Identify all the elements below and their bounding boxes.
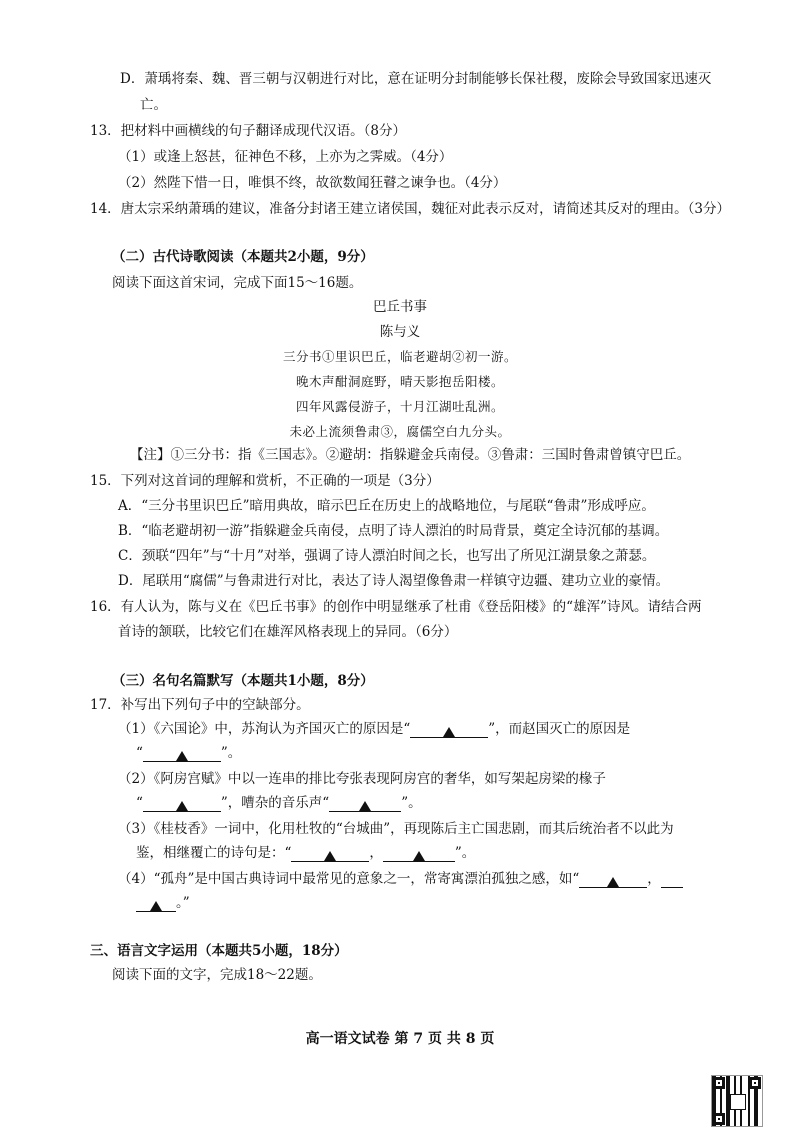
q17-p4-text-b: ，	[647, 871, 661, 887]
q17-p1-text-b: ”，而赵国灭亡的原因是	[488, 721, 631, 737]
q16-line2: 首诗的颔联，比较它们在雄浑风格表现上的异同。（6分）	[118, 624, 458, 640]
qr-center-icon	[730, 1094, 746, 1110]
part3-intro: 阅读下面的文字，完成18～22题。	[112, 967, 322, 983]
q12-option-d-line2: 亡。	[140, 97, 167, 113]
poem-line-1: 三分书①里识巴丘，临老避胡②初一游。	[282, 349, 517, 364]
answer-blank[interactable]	[579, 871, 647, 888]
triangle-icon	[359, 801, 371, 811]
triangle-icon	[443, 727, 455, 737]
page-footer: 高一语文试卷 第 7 页 共 8 页	[305, 1031, 495, 1047]
q16-line1: 16．有人认为，陈与义在《巴丘书事》的创作中明显继承了杜甫《登岳阳楼》的“雄浑”诗风。请结合两	[90, 599, 702, 615]
poem-note: 【注】①三分书：指《三国志》。②避胡：指躲避金兵南侵。③鲁肃：三国时鲁肃曾镇守巴丘。	[130, 447, 691, 463]
answer-blank[interactable]	[143, 795, 221, 812]
triangle-icon	[176, 751, 188, 761]
q17-p1-text-c: “	[136, 745, 143, 761]
triangle-icon	[324, 851, 336, 861]
qr-code-icon	[712, 1076, 762, 1126]
answer-blank[interactable]	[291, 845, 369, 862]
triangle-icon	[607, 877, 619, 887]
q12-option-d-line1: D．萧瑀将秦、魏、晋三朝与汉朝进行对比，意在证明分封制能够长保社稷，废除会导致国家迅速灭	[120, 71, 712, 87]
q15-option-c: C．颈联“四年”与“十月”对举，强调了诗人漂泊时间之长，也写出了所见江湖景象之萧瑟。	[118, 548, 656, 564]
section2-header: （二）古代诗歌阅读（本题共2小题，9分）	[112, 249, 374, 265]
q17-p3-text-d: ”。	[454, 845, 476, 861]
section3-header: （三）名句名篇默写（本题共1小题，8分）	[112, 673, 374, 689]
answer-blank[interactable]	[329, 795, 401, 812]
q17-p2-text-c: ”，嘈杂的音乐声“	[220, 795, 330, 811]
q17-p3-text-c: ，	[369, 845, 383, 861]
q17-part4-line1	[118, 870, 683, 888]
triangle-icon	[150, 901, 162, 911]
q17-p2-text-d: ”。	[401, 795, 422, 811]
q13-sentence-1: （1）或逢上怒甚，征神色不移，上亦为之霁威。（4分）	[118, 149, 453, 165]
poem-line-3: 四年风露侵游子，十月江湖吐乱洲。	[295, 399, 504, 414]
q13-stem: 13．把材料中画横线的句子翻译成现代汉语。（8分）	[90, 123, 407, 139]
qr-finder-icon	[713, 1077, 725, 1089]
q17-part1-line1	[118, 720, 630, 738]
triangle-icon	[413, 851, 425, 861]
q15-option-b: B．“临老避胡初一游”指躲避金兵南侵，点明了诗人漂泊的时局背景，奠定全诗沉郁的基调。	[118, 523, 669, 539]
triangle-icon	[176, 801, 188, 811]
qr-finder-icon	[713, 1113, 725, 1125]
q17-stem: 17．补写出下列句子中的空缺部分。	[90, 697, 310, 713]
q17-p4-text-c: 。”	[176, 895, 190, 911]
answer-blank[interactable]	[143, 745, 221, 762]
answer-blank[interactable]	[661, 871, 683, 888]
q13-sentence-2: （2）然陛下惜一日，唯惧不终，故欲数闻狂瞽之谏争也。（4分）	[118, 175, 507, 191]
q15-stem: 15．下列对这首词的理解和赏析，不正确的一项是（3分）	[90, 473, 440, 489]
q15-option-d: D．尾联用“腐儒”与鲁肃进行对比，表达了诗人渴望像鲁肃一样镇守边疆、建功立业的豪情。	[118, 573, 670, 589]
poem-author: 陈与义	[379, 324, 421, 340]
q15-option-a: A．“三分书里识巴丘”暗用典故，暗示巴丘在历史上的战略地位，与尾联“鲁肃”形成呼应。	[118, 498, 655, 514]
part3-header: 三、语言文字运用（本题共5小题，18分）	[90, 943, 348, 959]
qr-finder-icon	[749, 1077, 761, 1089]
answer-blank[interactable]	[410, 721, 488, 738]
q17-p4-text-a: （4）“孤舟”是中国古典诗词中最常见的意象之一，常寄寓漂泊孤独之感，如“	[118, 871, 580, 887]
q17-part1-line2	[136, 744, 241, 762]
poem-title: 巴丘书事	[373, 299, 427, 315]
q14-stem: 14．唐太宗采纳萧瑀的建议，准备分封诸王建立诸侯国，魏征对此表示反对，请简述其反对的理由。（3分）	[90, 201, 731, 217]
section2-intro: 阅读下面这首宋词，完成下面15～16题。	[112, 275, 363, 291]
q17-part2-line2	[136, 794, 422, 812]
q17-part2-line1: （2）《阿房宫赋》中以一连串的排比夸张表现阿房宫的奢华，如写架起房梁的椽子	[118, 771, 606, 787]
poem-line-2: 晚木声酣洞庭野，晴天影抱岳阳楼。	[295, 374, 504, 389]
q17-p2-text-b: “	[136, 795, 143, 811]
answer-blank[interactable]	[383, 845, 455, 862]
q17-part4-line2	[136, 894, 190, 912]
poem-line-4: 未必上流须鲁肃③，腐儒空白九分头。	[289, 424, 511, 439]
q17-part3-line1: （3）《桂枝香》一词中，化用杜牧的“台城曲”，再现陈后主亡国悲剧，而其后统治者不以此为	[118, 821, 674, 837]
q17-p1-text-a: （1）《六国论》中，苏洵认为齐国灭亡的原因是“	[118, 721, 411, 737]
q17-p3-text-b: 鉴，相继覆亡的诗句是：“	[136, 845, 292, 861]
q17-p1-text-d: ”。	[220, 745, 242, 761]
answer-blank[interactable]	[136, 895, 176, 912]
q17-part3-line2	[136, 844, 475, 862]
